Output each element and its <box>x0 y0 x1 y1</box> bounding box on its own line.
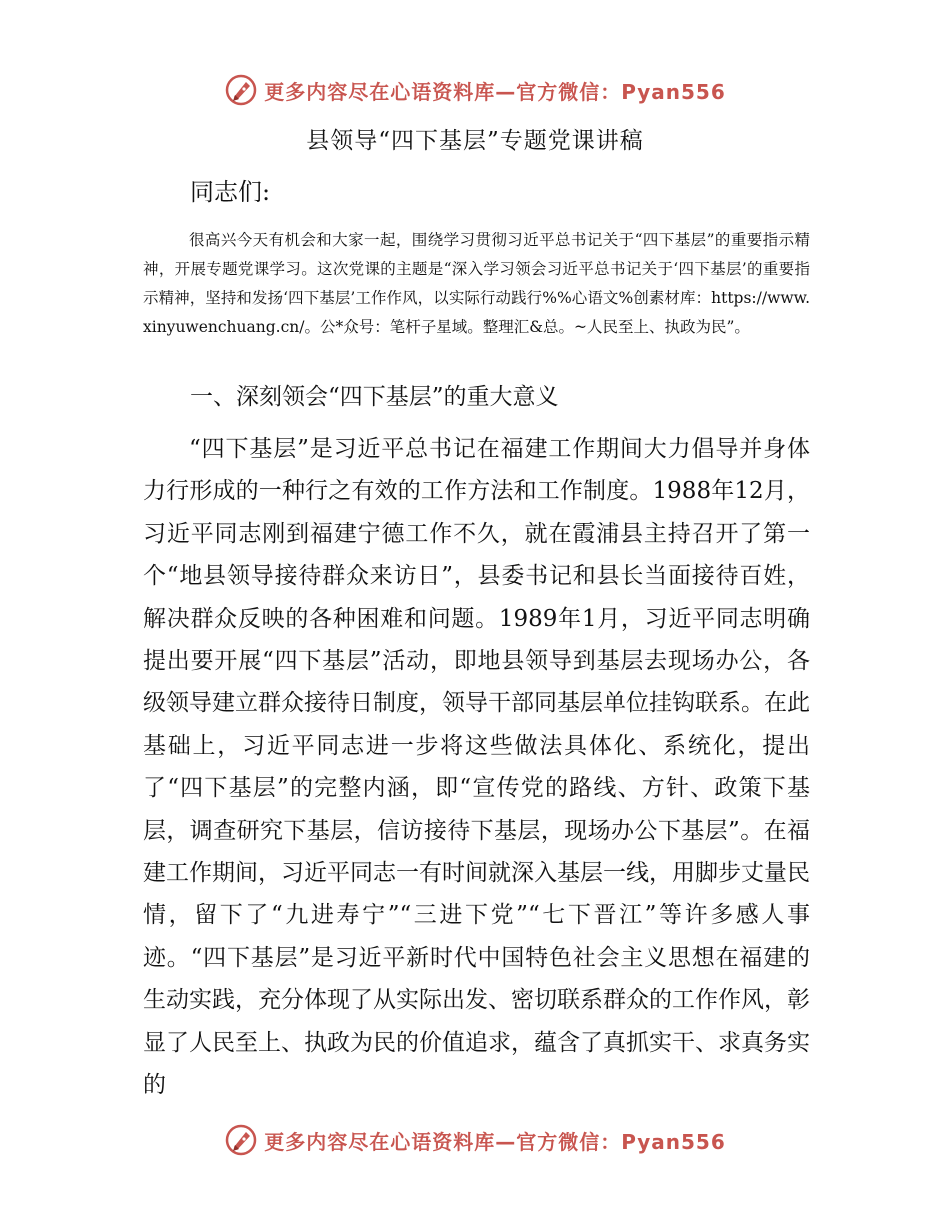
intro-paragraph: 很高兴今天有机会和大家一起，围绕学习贯彻习近平总书记关于“四下基层”的重要指示精神，开展专题党课学习。这次党课的主题是“深入学习领会习近平总书记关于‘四下基层’的重要指示精神，坚持和发扬‘四下基层’工作作风，以实际行动践行%%心语文%创素材库：https://www.xinyuwenchuang.cn/。公*众号：笔杆子星域。整理汇&总。~人民至上、执政为民”。 <box>143 231 810 336</box>
body-paragraph: “四下基层”是习近平总书记在福建工作期间大力倡导并身体力行形成的一种行之有效的工作方法和工作制度。1988年12月，习近平同志刚到福建宁德工作不久，就在霞浦县主持召开了第一个“地县领导接待群众来访日”，县委书记和县长当面接待百姓，解决群众反映的各种困难和问题。1989年1月，习近平同志明确提出要开展“四下基层”活动，即地县领导到基层去现场办公，各级领导建立群众接待日制度，领导干部同基层单位挂钩联系。在此基础上，习近平同志进一步将这些做法具体化、系统化，提出了“四下基层”的完整内涵，即“宣传党的路线、方针、政策下基层，调查研究下基层，信访接待下基层，现场办公下基层”。在福建工作期间，习近平同志一有时间就深入基层一线，用脚步丈量民情，留下了“九进寿宁”“三进下党”“七下晋江”等许多感人事迹。“四下基层”是习近平新时代中国特色社会主义思想在福建的生动实践，充分体现了从实际出发、密切联系群众的工作作风，彰显了人民至上、执政为民的价值追求，蕴含了真抓实干、求真务实的 <box>143 436 810 1099</box>
banner-text: 更多内容尽在心语资料库—官方微信：Pyan556 <box>264 1129 726 1154</box>
footer-banner <box>0 1120 950 1160</box>
pen-nib-logo-icon <box>224 1123 258 1157</box>
banner-text: 更多内容尽在心语资料库—官方微信：Pyan556 <box>264 79 726 104</box>
section-heading: 一、深刻领会“四下基层”的重大意义 <box>190 384 559 410</box>
salutation: 同志们: <box>190 178 271 206</box>
header-banner <box>0 70 950 110</box>
pen-nib-logo-icon <box>224 73 258 107</box>
document-title: 县领导“四下基层”专题党课讲稿 <box>306 128 644 154</box>
